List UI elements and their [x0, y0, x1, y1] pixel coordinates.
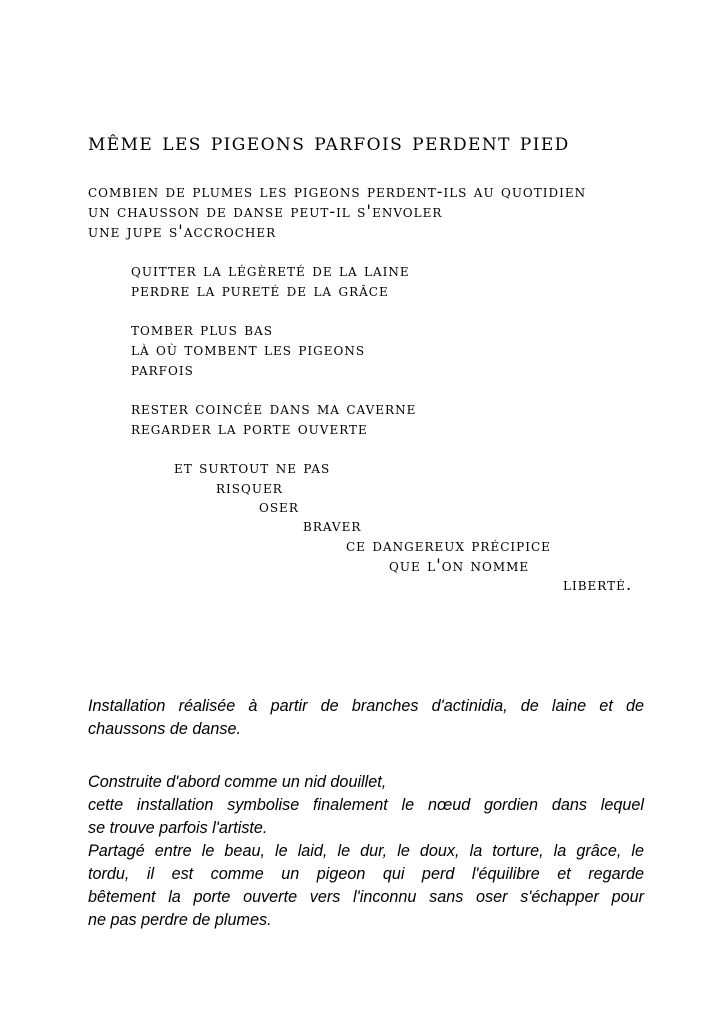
poem-line: tomber plus bas: [131, 320, 273, 340]
description-line: cette installation symbolise finalement le nœud gordien dans lequel: [88, 796, 644, 814]
poem-line: là où tombent les pigeons: [131, 340, 366, 360]
poem-line: combien de plumes les pigeons perdent-ils au quotidien: [88, 182, 587, 202]
poem-cascade-line: risquer: [216, 478, 283, 498]
description-line: Installation réalisée à partir de branches d'actinidia, de laine et de: [88, 697, 644, 715]
description-line: bêtement la porte ouverte vers l'inconnu sans oser s'échapper pour: [88, 888, 644, 906]
description-line: tordu, il est comme un pigeon qui perd l'équilibre et regarde: [88, 865, 644, 883]
poem-line: un chausson de danse peut-il s'envoler: [88, 202, 443, 222]
description-line: ne pas perdre de plumes.: [88, 911, 272, 929]
description-line: chaussons de danse.: [88, 720, 241, 738]
poem-line: perdre la pureté de la grâce: [131, 281, 389, 301]
poem-line: quitter la légèreté de la laine: [131, 261, 410, 281]
poem-line: rester coincée dans ma caverne: [131, 399, 417, 419]
poem-line: parfois: [131, 360, 194, 380]
poem-line: une jupe s'accrocher: [88, 222, 277, 242]
description-paragraph: [88, 771, 644, 932]
description-paragraph: [88, 695, 644, 741]
poem-cascade-line: oser: [259, 497, 299, 517]
poem-cascade-line: braver: [303, 516, 362, 536]
poem-cascade-line: ce dangereux précipice: [346, 536, 551, 556]
description-line: se trouve parfois l'artiste.: [88, 819, 268, 837]
description-line: Construite d'abord comme un nid douillet,: [88, 773, 387, 791]
poem-cascade-line: et surtout ne pas: [174, 458, 331, 478]
poem-line: regarder la porte ouverte: [131, 419, 368, 439]
poem-cascade-line: liberté.: [563, 575, 633, 595]
poem-title: même les pigeons parfois perdent pied: [88, 128, 570, 156]
description-line: Partagé entre le beau, le laid, le dur, le doux, la torture, la grâce, le: [88, 842, 644, 860]
poem-cascade-line: que l'on nomme: [389, 556, 530, 576]
